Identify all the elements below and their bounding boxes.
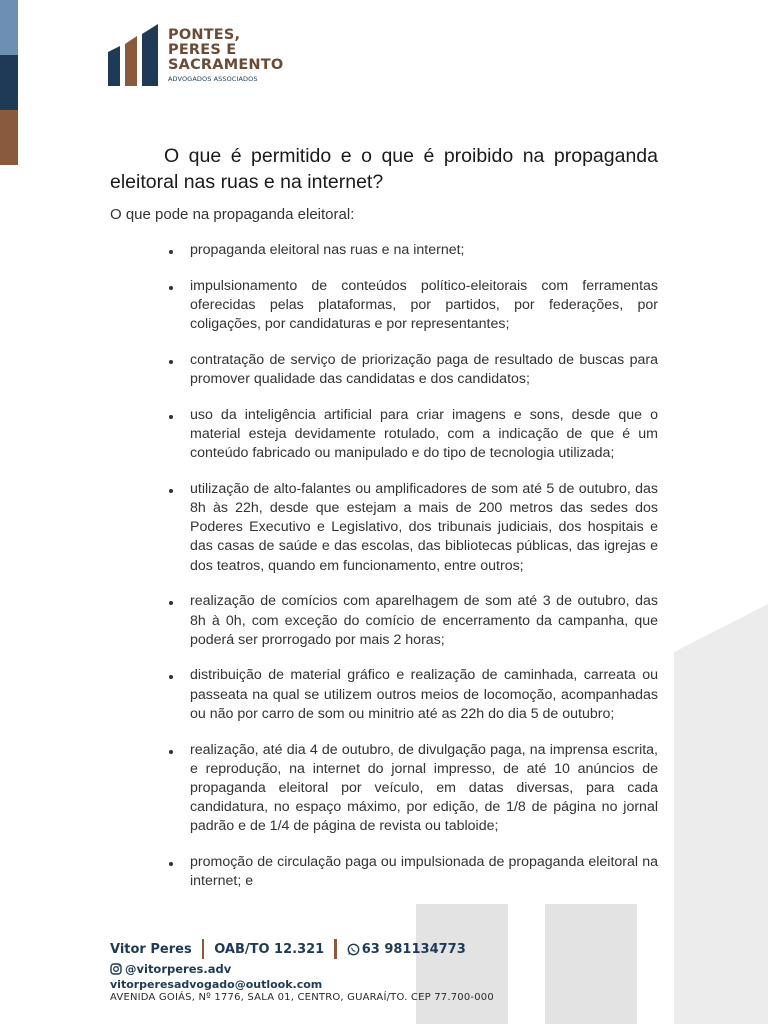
contact-footer: [110, 938, 494, 1003]
logo-line-1: PONTES,: [168, 27, 241, 43]
document-title: O que é permitido e o que é proibido na propaganda eleitoral nas ruas e na internet?: [110, 145, 658, 193]
list-item: promoção de circulação paga ou impulsionada de propaganda eleitoral na internet; e: [190, 853, 658, 891]
logo-bars-icon: [108, 22, 160, 86]
oab-number: OAB/TO 12.321: [214, 941, 325, 957]
list-item: propaganda eleitoral nas ruas e na internet;: [190, 241, 658, 260]
instagram-handle[interactable]: @vitorperes.adv: [125, 962, 232, 976]
logo-line-3: SACRAMENTO: [168, 57, 284, 73]
intro-text: O que pode na propaganda eleitoral:: [110, 206, 355, 223]
email-address[interactable]: vitorperesadvogado@outlook.com: [110, 978, 323, 991]
lawyer-name: Vitor Peres: [110, 941, 192, 957]
office-address: AVENIDA GOIÁS, Nº 1776, SALA 01, CENTRO, GUARAÍ/TO. CEP 77.700-000: [110, 992, 494, 1003]
list-item: contratação de serviço de priorização paga de resultado de buscas para promover qualidade das candidatas e dos candidatos;: [190, 351, 658, 389]
logo-line-2: PERES E: [168, 42, 237, 58]
instagram-icon: [110, 963, 122, 975]
whatsapp-icon: [347, 943, 360, 956]
separator: [334, 939, 337, 959]
logo-subtitle: ADVOGADOS ASSOCIADOS: [168, 75, 258, 83]
list-item: impulsionamento de conteúdos político-eleitorais com ferramentas oferecidas pelas plataformas, por partidos, por federações, por coligações, por candidaturas e por representantes;: [190, 277, 658, 335]
separator: [202, 939, 205, 959]
decorative-gray-bar: [545, 904, 637, 1024]
list-item: distribuição de material gráfico e realização de caminhada, carreata ou passeata na qual se utilizem outros meios de locomoção, acompanhadas ou não por carro de som ou minitrio até as 22h do dia 5 de outubro;: [190, 666, 658, 724]
permitted-list: [190, 241, 658, 908]
phone-number[interactable]: 63 981134773: [361, 941, 466, 957]
firm-logo: [108, 22, 308, 88]
list-item: uso da inteligência artificial para criar imagens e sons, desde que o material esteja devidamente rotulado, com a indicação de que é um conteúdo fabricado ou manipulado e do tipo de tecnologia utilizada;: [190, 406, 658, 464]
list-item: realização de comícios com aparelhagem de som até 3 de outubro, das 8h à 0h, com exceção do comício de encerramento da campanha, que poderá ser prorrogado por mais 2 horas;: [190, 592, 658, 650]
list-item: realização, até dia 4 de outubro, de divulgação paga, na imprensa escrita, e reprodução, na internet do jornal impresso, de até 10 anúncios de propaganda eleitoral por veículo, em datas diversas, para cada candidatura, no espaço máximo, por edição, de 1/8 de página no jornal padrão e de 1/4 de página de revista ou tabloide;: [190, 741, 658, 837]
list-item: utilização de alto-falantes ou amplificadores de som até 5 de outubro, das 8h às 22h, desde que estejam a mais de 200 metros das sedes dos Poderes Executivo e Legislativo, dos tribunais judiciais, dos hospitais e das casas de saúde e das escolas, das bibliotecas públicas, das igrejas e dos teatros, quando em funcionamento, entre outros;: [190, 480, 658, 576]
